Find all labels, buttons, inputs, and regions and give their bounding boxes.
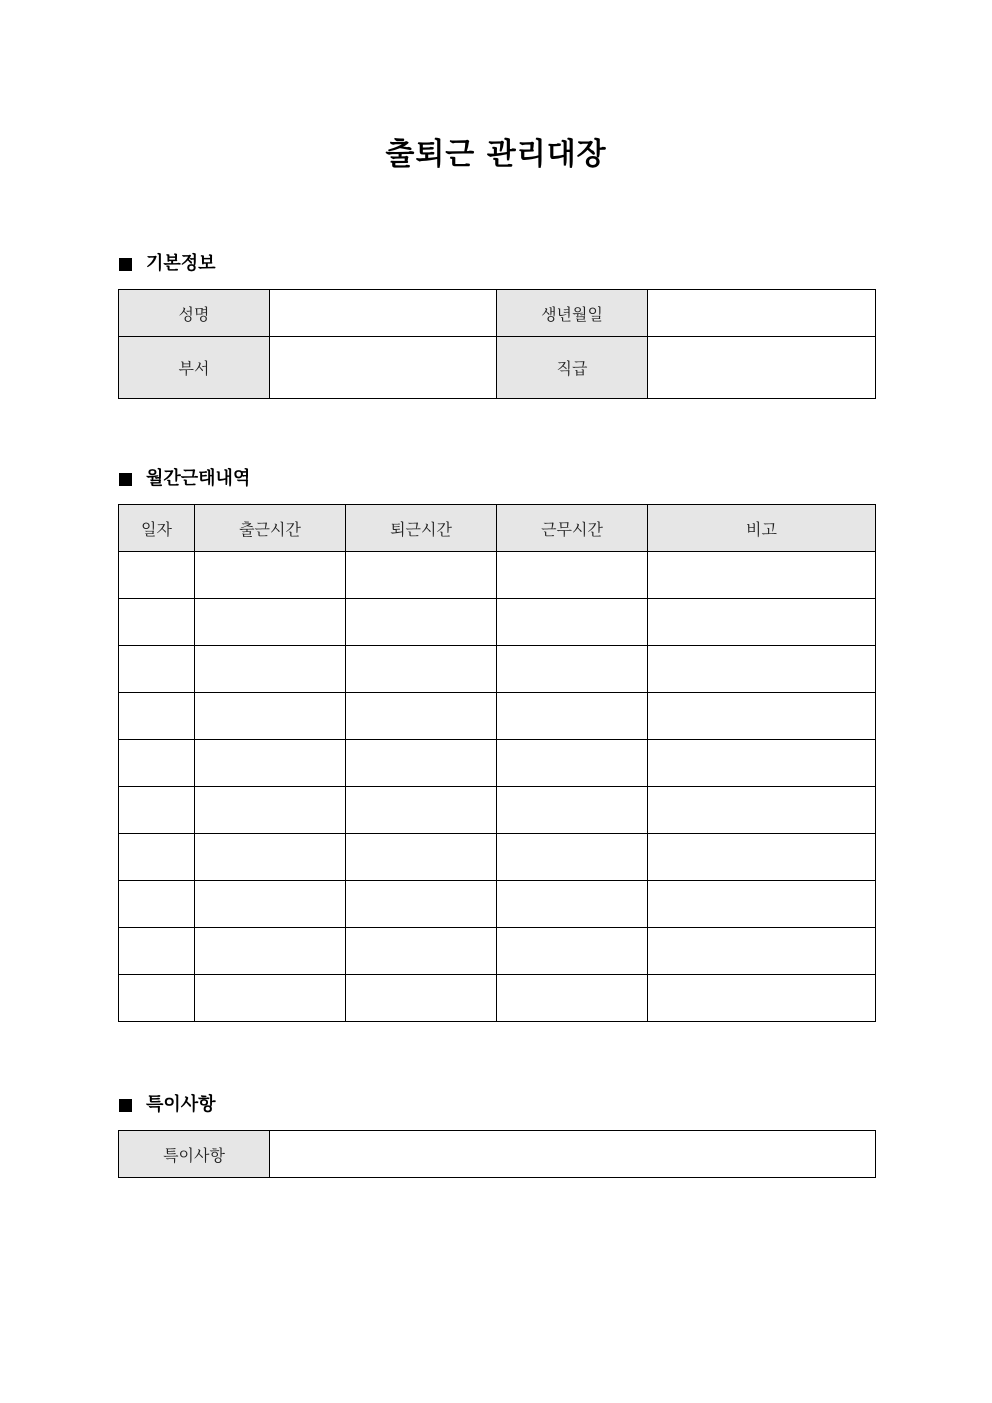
section-heading-label: 특이사항 — [146, 1094, 216, 1115]
basic-info-table — [118, 289, 876, 399]
date-cell[interactable] — [119, 693, 195, 740]
date-cell[interactable] — [119, 599, 195, 646]
date-cell[interactable] — [119, 740, 195, 787]
clock-out-cell[interactable] — [346, 552, 497, 599]
remarks-cell[interactable] — [648, 928, 876, 975]
clock-in-cell[interactable] — [195, 693, 346, 740]
clock-out-cell[interactable] — [346, 599, 497, 646]
table-row — [119, 740, 876, 787]
table-row — [119, 552, 876, 599]
remarks-cell[interactable] — [648, 787, 876, 834]
department-field[interactable] — [270, 337, 497, 399]
clock-in-cell[interactable] — [195, 740, 346, 787]
date-cell[interactable] — [119, 928, 195, 975]
remarks-cell[interactable] — [648, 552, 876, 599]
column-header-work-hours: 근무시간 — [497, 505, 648, 552]
table-row — [119, 834, 876, 881]
remarks-cell[interactable] — [648, 646, 876, 693]
clock-out-cell[interactable] — [346, 975, 497, 1022]
table-row — [119, 928, 876, 975]
work-hours-cell[interactable] — [497, 881, 648, 928]
column-header-clock-out: 퇴근시간 — [346, 505, 497, 552]
remarks-cell[interactable] — [648, 834, 876, 881]
table-row — [119, 646, 876, 693]
page-title: 출퇴근 관리대장 — [385, 137, 607, 172]
remarks-cell[interactable] — [648, 693, 876, 740]
work-hours-cell[interactable] — [497, 646, 648, 693]
clock-out-cell[interactable] — [346, 834, 497, 881]
work-hours-cell[interactable] — [497, 975, 648, 1022]
clock-out-cell[interactable] — [346, 693, 497, 740]
table-row — [119, 693, 876, 740]
clock-out-cell[interactable] — [346, 881, 497, 928]
table-header-row — [119, 505, 876, 552]
date-cell[interactable] — [119, 834, 195, 881]
column-header-date: 일자 — [119, 505, 195, 552]
black-square-icon — [119, 1099, 132, 1112]
table-row — [119, 975, 876, 1022]
work-hours-cell[interactable] — [497, 787, 648, 834]
work-hours-cell[interactable] — [497, 693, 648, 740]
position-label: 직급 — [497, 337, 648, 399]
table-row — [119, 1131, 876, 1178]
clock-in-cell[interactable] — [195, 881, 346, 928]
work-hours-cell[interactable] — [497, 834, 648, 881]
date-cell[interactable] — [119, 552, 195, 599]
table-row — [119, 337, 876, 399]
clock-in-cell[interactable] — [195, 975, 346, 1022]
section-heading-special-notes — [119, 1092, 216, 1118]
table-row — [119, 290, 876, 337]
clock-in-cell[interactable] — [195, 928, 346, 975]
attendance-body — [119, 552, 876, 1022]
date-cell[interactable] — [119, 975, 195, 1022]
name-field[interactable] — [270, 290, 497, 337]
black-square-icon — [119, 258, 132, 271]
table-row — [119, 787, 876, 834]
remarks-cell[interactable] — [648, 599, 876, 646]
clock-in-cell[interactable] — [195, 646, 346, 693]
clock-in-cell[interactable] — [195, 552, 346, 599]
clock-in-cell[interactable] — [195, 834, 346, 881]
birthdate-label: 생년월일 — [497, 290, 648, 337]
section-heading-basic-info — [119, 251, 216, 277]
column-header-clock-in: 출근시간 — [195, 505, 346, 552]
section-heading-label: 월간근태내역 — [146, 468, 251, 489]
special-notes-field[interactable] — [270, 1131, 876, 1178]
black-square-icon — [119, 473, 132, 486]
section-heading-monthly-attendance — [119, 466, 250, 492]
remarks-cell[interactable] — [648, 881, 876, 928]
clock-out-cell[interactable] — [346, 928, 497, 975]
work-hours-cell[interactable] — [497, 599, 648, 646]
date-cell[interactable] — [119, 646, 195, 693]
special-notes-label: 특이사항 — [119, 1131, 270, 1178]
date-cell[interactable] — [119, 787, 195, 834]
remarks-cell[interactable] — [648, 740, 876, 787]
department-label: 부서 — [119, 337, 270, 399]
table-row — [119, 881, 876, 928]
position-field[interactable] — [648, 337, 876, 399]
clock-in-cell[interactable] — [195, 787, 346, 834]
clock-out-cell[interactable] — [346, 740, 497, 787]
special-notes-table — [118, 1130, 876, 1178]
remarks-cell[interactable] — [648, 975, 876, 1022]
name-label: 성명 — [119, 290, 270, 337]
date-cell[interactable] — [119, 881, 195, 928]
work-hours-cell[interactable] — [497, 928, 648, 975]
clock-out-cell[interactable] — [346, 646, 497, 693]
birthdate-field[interactable] — [648, 290, 876, 337]
work-hours-cell[interactable] — [497, 552, 648, 599]
attendance-table — [118, 504, 876, 1022]
section-heading-label: 기본정보 — [146, 253, 216, 274]
work-hours-cell[interactable] — [497, 740, 648, 787]
clock-in-cell[interactable] — [195, 599, 346, 646]
column-header-remarks: 비고 — [648, 505, 876, 552]
clock-out-cell[interactable] — [346, 787, 497, 834]
table-row — [119, 599, 876, 646]
